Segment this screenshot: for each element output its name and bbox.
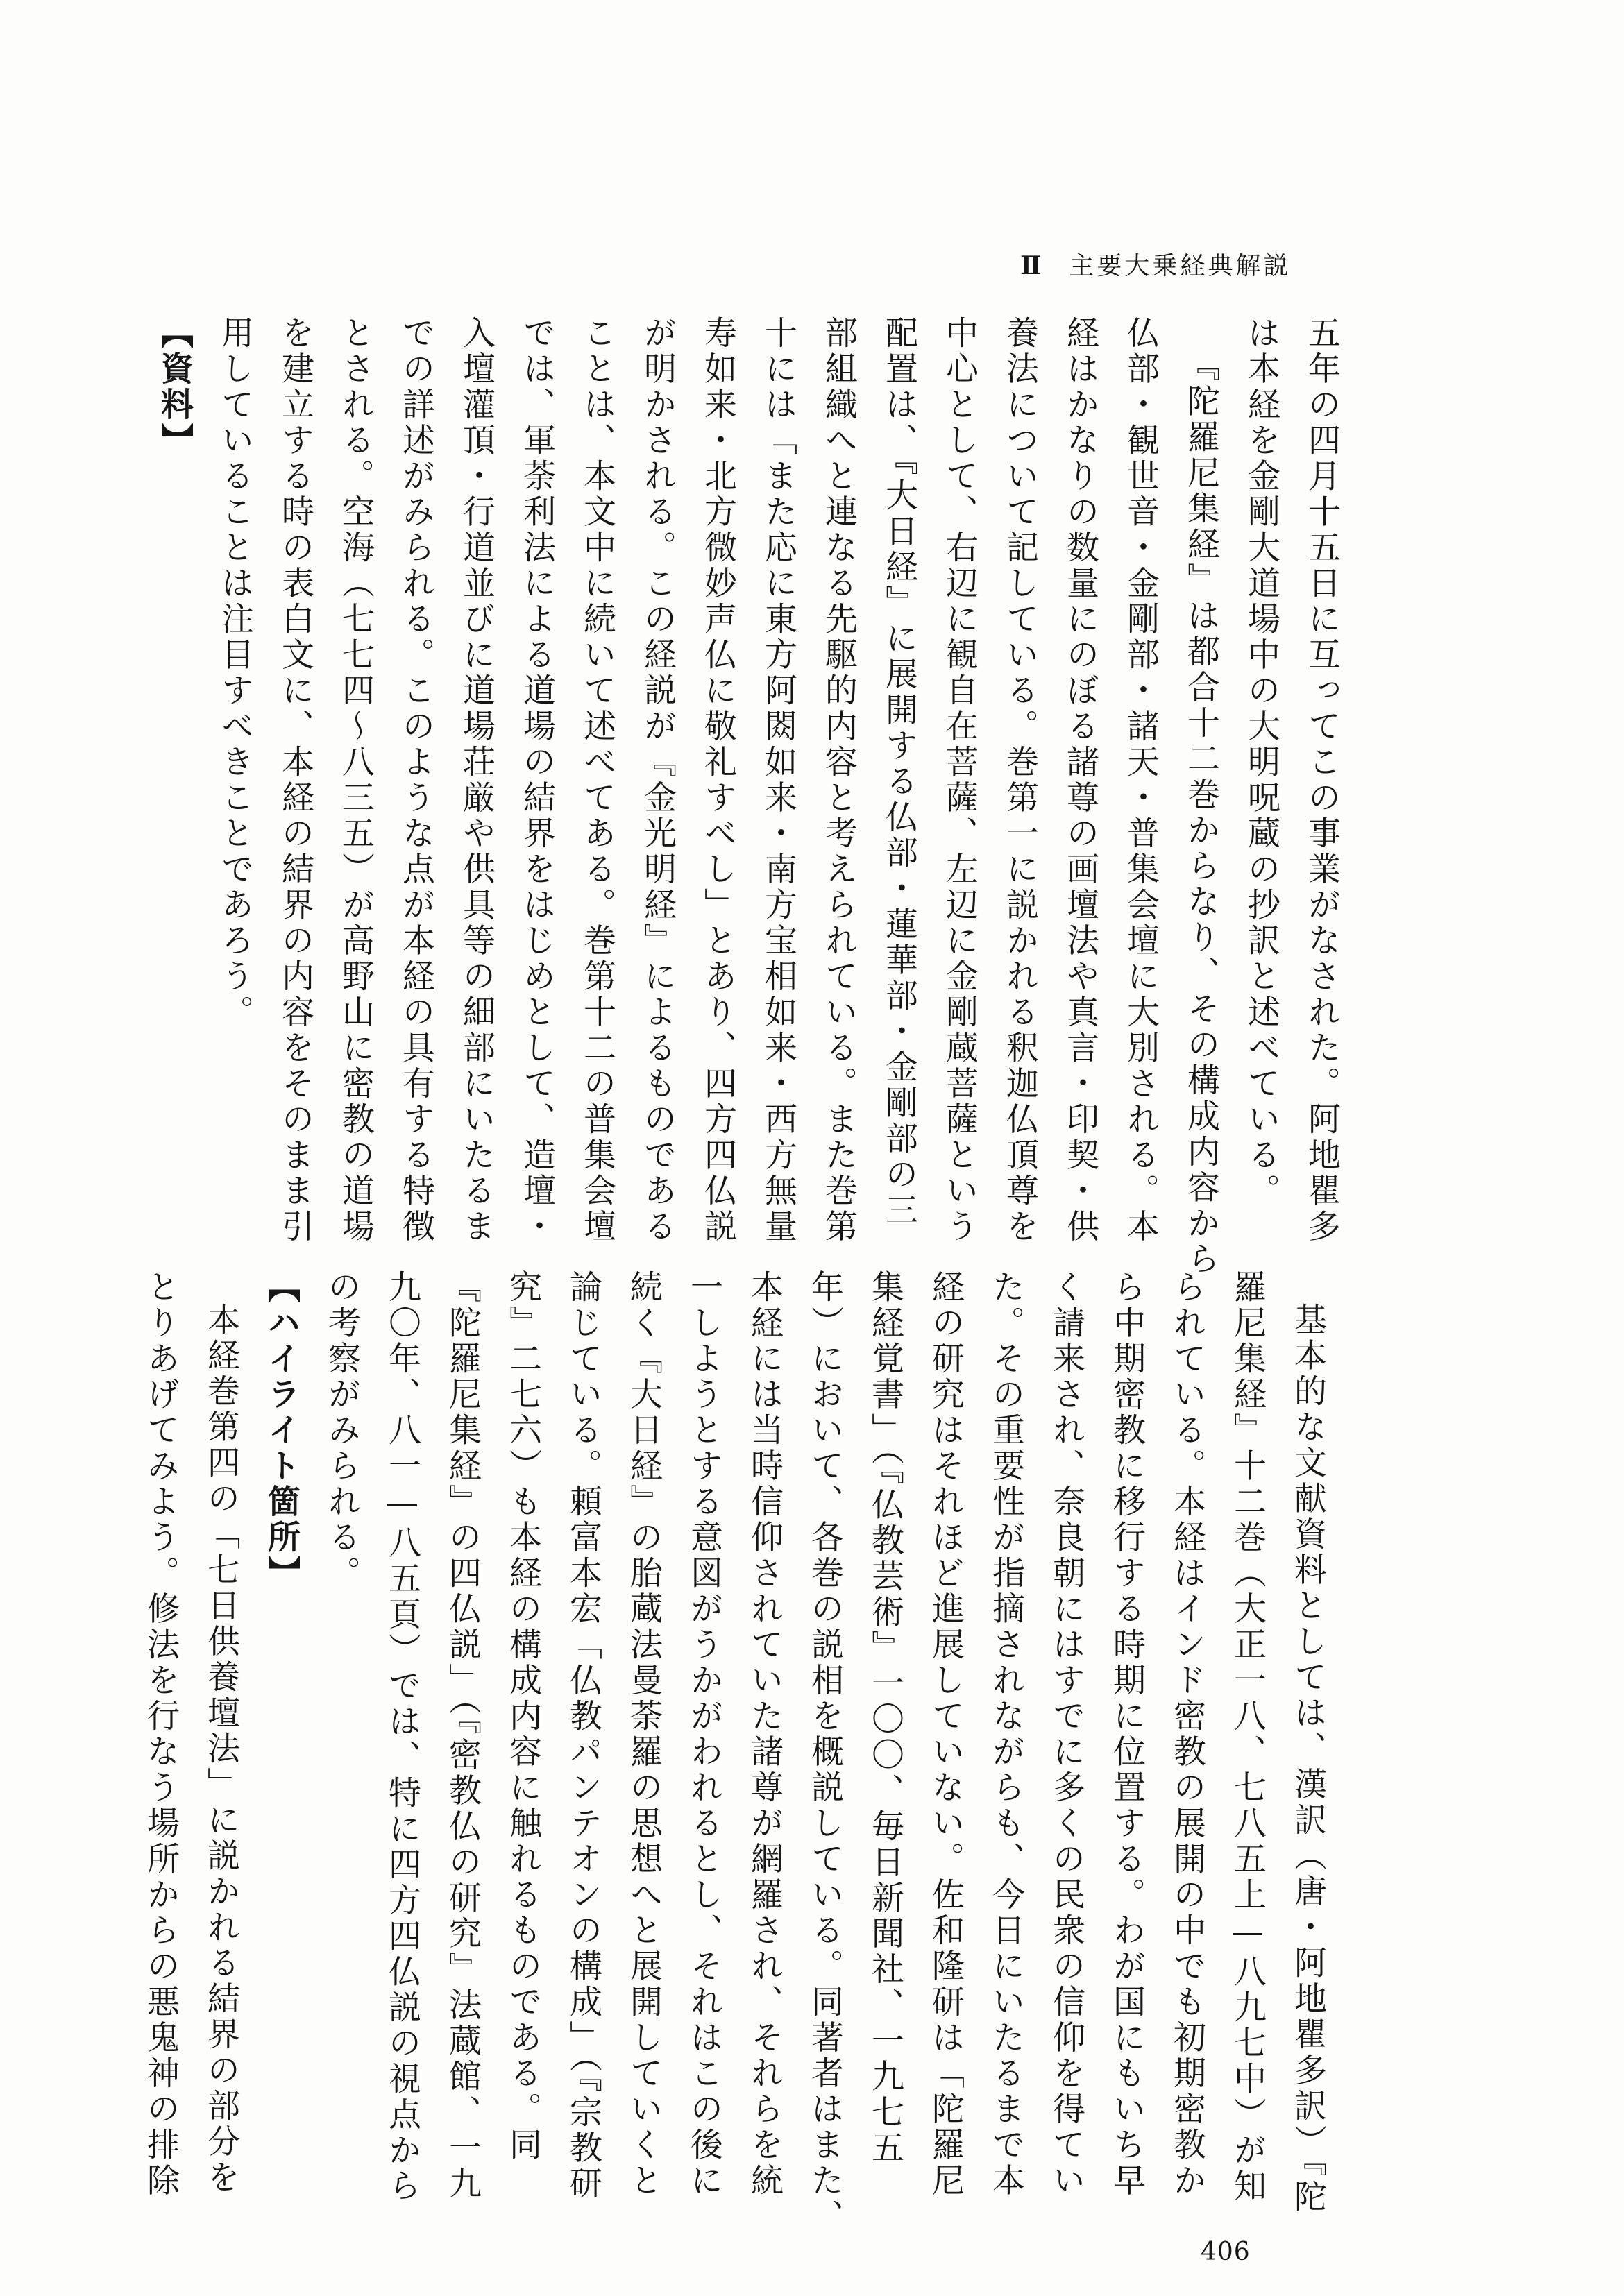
text-column: での詳述がみられる。このような点が本経の具有する特徴 — [397, 316, 435, 1245]
text-column: 部組織へと連なる先駆的内容と考えられている。また巻第 — [820, 316, 858, 1245]
text-column: の考察がみられる。 — [323, 1270, 361, 1592]
section-heading-materials: 【資料】 — [155, 316, 194, 459]
text-column: られている。本経はインド密教の展開の中でも初期密教か — [1168, 1270, 1206, 2199]
text-column: 寿如来・北方微妙声仏に敬礼すべし」とあり、四方四仏説 — [699, 316, 737, 1245]
text-column: 仏部・観世音・金剛部・諸天・普集会壇に大別される。本 — [1122, 316, 1160, 1245]
text-column: ことは、本文中に続いて述べてある。巻第十二の普集会壇 — [578, 316, 616, 1245]
lower-text-block — [130, 1270, 1338, 2248]
text-column: 年）において、各巻の説相を概説している。同著者はまた、 — [806, 1270, 844, 2235]
text-column: を建立する時の表白文に、本経の結界の内容をそのまま引 — [276, 316, 314, 1245]
header-title: 主要大乗経典解説 — [1069, 252, 1292, 280]
text-column: 配置は、『大日経』に展開する仏部・蓮華部・金剛部の三 — [880, 316, 918, 1229]
text-column: 経はかなりの数量にのぼる諸尊の画壇法や真言・印契・供 — [1061, 316, 1099, 1245]
text-column: 『陀羅尼集経』の四仏説」（『密教仏の研究』法蔵館、一九 — [443, 1270, 482, 2202]
running-header — [1020, 246, 1381, 288]
upper-text-block — [144, 316, 1352, 1277]
text-column: 本経巻第四の「七日供養壇法」に説かれる結界の部分を — [202, 1302, 240, 2196]
text-column: 五年の四月十五日に互ってこの事業がなされた。阿地瞿多 — [1303, 316, 1341, 1245]
text-column: 養法について記している。巻第一に説かれる釈迦仏頂尊を — [1001, 316, 1039, 1245]
text-column: 続く『大日経』の胎蔵法曼荼羅の思想へと展開していくと — [625, 1270, 663, 2199]
text-column: 羅尼集経』十二巻（大正一八、七八五上—八九七中）が知 — [1228, 1270, 1267, 2204]
text-column: では、軍荼利法による道場の結界をはじめとして、造壇・ — [518, 316, 556, 1245]
text-column: 本経には当時信仰されていた諸尊が網羅され、それらを統 — [745, 1270, 784, 2199]
text-column: 集経覚書」（『仏教芸術』一〇〇、毎日新聞社、一九七五 — [866, 1270, 904, 2166]
text-column: が明かされる。この経説が『金光明経』によるものである — [638, 316, 677, 1245]
text-column: 基本的な文献資料としては、漢訳（唐・阿地瞿多訳）『陀 — [1289, 1302, 1327, 2216]
text-column: 入壇灌頂・行道並びに道場荘厳や供具等の細部にいたるま — [457, 316, 496, 1245]
text-column: 究』二七六）も本経の構成内容に触れるものである。同 — [504, 1270, 542, 2163]
text-column: とされる。空海（七七四〜八三五）が高野山に密教の道場 — [337, 316, 375, 1245]
page-number: 406 — [1201, 2238, 1251, 2266]
text-column: 一しようとする意図がうかがわれるとし、それはこの後に — [685, 1270, 723, 2199]
text-column: とりあげてみよう。修法を行なう場所からの悪鬼神の排除 — [142, 1270, 180, 2199]
text-column: 用していることは注目すべきことであろう。 — [216, 316, 254, 1030]
text-column: は本経を金剛大道場中の大明呪蔵の抄訳と述べている。 — [1242, 316, 1280, 1209]
text-column: 経の研究はそれほど進展していない。佐和隆研は「陀羅尼 — [927, 1270, 965, 2199]
text-column: た。その重要性が指摘されながらも、今日にいたるまで本 — [987, 1270, 1025, 2199]
text-column: く請来され、奈良朝にはすでに多くの民衆の信仰を得てい — [1047, 1270, 1085, 2199]
section-heading-highlight: 【ハイライト箇所】 — [262, 1270, 301, 1592]
chapter-mark: Ⅱ — [1020, 251, 1044, 280]
text-column: 九〇年、八一—八五頁）では、特に四方四仏説の視点から — [383, 1270, 421, 2204]
text-column: 十には「また応に東方阿閦如来・南方宝相如来・西方無量 — [759, 316, 797, 1245]
text-column: 論じている。頼富本宏「仏教パンテオンの構成」（『宗教研 — [564, 1270, 602, 2202]
text-column: 『陀羅尼集経』は都合十二巻からなり、その構成内容から — [1182, 348, 1220, 1277]
text-column: 中心として、右辺に観自在菩薩、左辺に金剛蔵菩薩という — [940, 316, 979, 1245]
text-column: ら中期密教に移行する時期に位置する。わが国にもいち早 — [1108, 1270, 1146, 2199]
